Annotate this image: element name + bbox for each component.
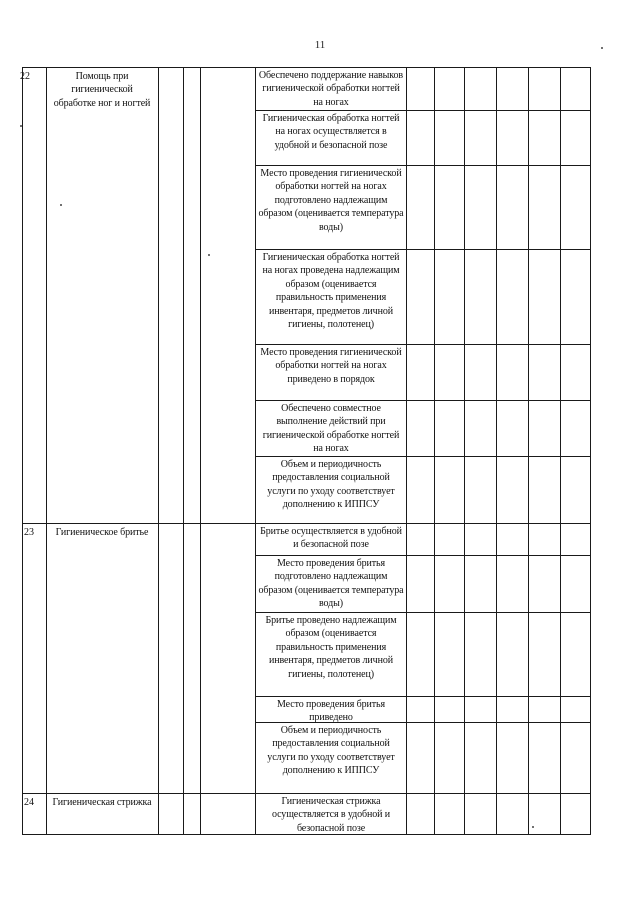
service-name: Гигиеническая стрижка (52, 797, 152, 808)
column-divider (406, 67, 407, 834)
column-divider (200, 67, 201, 834)
criterion-text: Обеспечено совместное выполнение действий при гигиенической обработке ногтей на ногах (262, 403, 400, 455)
criterion-text: Объем и периодичность предоставления социальной услуги по уходу соответствует дополнению к ИППСУ (267, 725, 395, 777)
scan-speck (20, 125, 22, 127)
row-divider (255, 344, 591, 345)
column-divider (496, 67, 497, 834)
service-name: Помощь при гигиенической обработке ног и ногтей (53, 71, 151, 109)
column-divider (464, 67, 465, 834)
scan-speck (208, 254, 210, 256)
criterion-text: Гигиеническая обработка ногтей на ногах проведена надлежащим образом (оценивается правильность применения инвентаря, предметов личной гигиены, полотенец) (262, 252, 400, 331)
page-number: 11 (314, 39, 326, 51)
scan-speck (601, 47, 603, 49)
column-divider (183, 67, 184, 834)
row-number: 24 (24, 797, 34, 808)
criterion-text: Бритье проведено надлежащим образом (оценивается правильность применения инвентаря, предметов личной гигиены, полотенец) (265, 615, 397, 680)
row-divider (255, 165, 591, 166)
table-border (22, 67, 23, 834)
table-border (22, 834, 591, 835)
criterion-text: Объем и периодичность предоставления социальной услуги по уходу соответствует дополнению к ИППСУ (267, 459, 395, 511)
criterion-text: Место проведения бритья приведено (277, 699, 385, 722)
service-name: Гигиеническое бритье (55, 527, 149, 538)
column-divider (560, 67, 561, 834)
row-divider (255, 456, 591, 457)
row-divider (255, 722, 591, 723)
row-divider (255, 555, 591, 556)
section-divider (22, 793, 591, 794)
row-divider (255, 612, 591, 613)
criterion-text: Бритье осуществляется в удобной и безопасной позе (260, 526, 402, 551)
criterion-text: Гигиеническая стрижка осуществляется в удобной и безопасной позе (271, 796, 391, 834)
criterion-text: Обеспечено поддержание навыков гигиенической обработки ногтей на ногах (258, 70, 404, 108)
column-divider (528, 67, 529, 834)
row-number: 23 (24, 527, 34, 538)
scan-speck (532, 826, 534, 828)
criterion-text: Место проведения бритья подготовлено надлежащим образом (оценивается температура воды) (258, 558, 404, 610)
column-divider (255, 67, 256, 834)
column-divider (158, 67, 159, 834)
column-divider (434, 67, 435, 834)
scan-speck (60, 204, 62, 206)
table-border (590, 67, 591, 834)
criterion-text: Место проведения гигиенической обработки ногтей на ногах подготовлено надлежащим образом (оценивается температура воды) (258, 168, 404, 233)
criterion-text: Место проведения гигиенической обработки ногтей на ногах приведено в порядок (260, 347, 402, 385)
row-divider (255, 110, 591, 111)
row-divider (255, 696, 591, 697)
row-divider (255, 400, 591, 401)
criterion-text: Гигиеническая обработка ногтей на ногах осуществляется в удобной и безопасной позе (262, 113, 400, 151)
row-number: 22 (20, 71, 30, 82)
table-border (22, 67, 591, 68)
row-divider (255, 249, 591, 250)
section-divider (22, 523, 591, 524)
column-divider (46, 67, 47, 834)
